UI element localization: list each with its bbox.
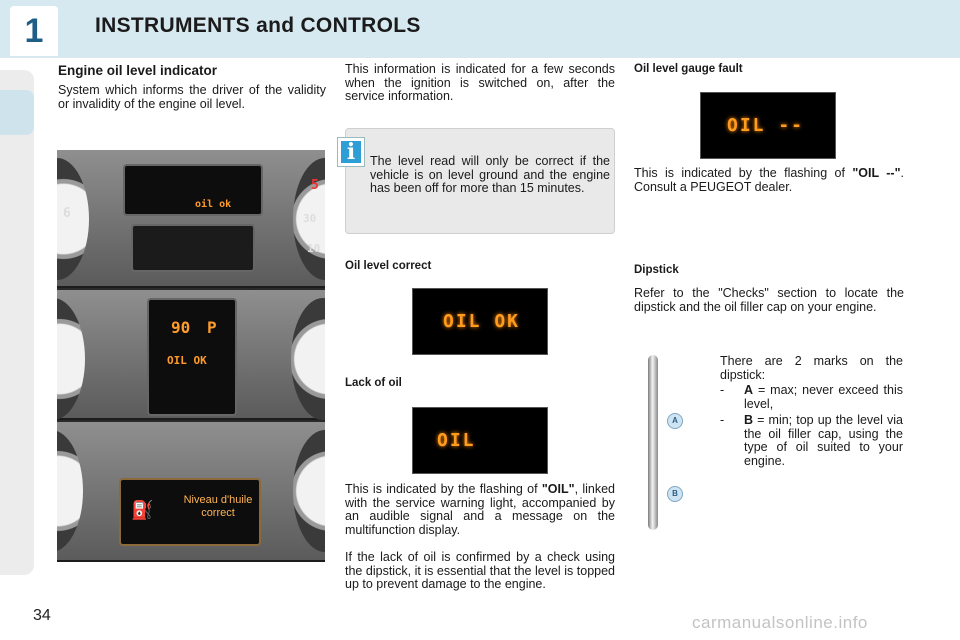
gauge-number: 6 [63, 206, 71, 221]
list-dash: - [720, 413, 725, 427]
dipstick-illustration [640, 355, 720, 533]
info-icon: i [338, 138, 364, 166]
dipstick-mark-a: A [667, 413, 683, 429]
oil-fault-display-text: OIL -- [727, 115, 805, 136]
lack-of-oil-heading: Lack of oil [345, 377, 402, 389]
photo-display-text: oil ok [195, 199, 232, 210]
dipstick-marks-intro: There are 2 marks on the dipstick: [720, 354, 903, 382]
gauge-number: 10 [307, 242, 321, 255]
info-note-text: The level read will only be correct if the vehicle is on level ground and the engine has been off for more than 15 minutes. [370, 154, 610, 195]
section-heading-indicator: Engine oil level indicator [58, 63, 218, 78]
lack-text-emphasis: "OIL" [541, 482, 575, 496]
mark-a-item [744, 384, 903, 411]
mark-b-letter: B [744, 413, 754, 427]
page-number: 34 [33, 607, 51, 624]
photo-gear: P [207, 318, 217, 337]
fault-text-part: . Consult a PEUGEOT dealer. [634, 166, 904, 194]
dipstick-heading: Dipstick [634, 264, 679, 276]
photo-oil-status: OIL OK [167, 354, 207, 367]
mark-a-letter: A [744, 383, 754, 397]
photo-panel-middle [57, 290, 325, 420]
left-rail-marker [0, 90, 34, 135]
photo-message-line1: Niveau d'huile [183, 494, 253, 506]
fault-text-part: This is indicated by the flashing of [634, 166, 853, 180]
oil-ok-display [412, 288, 548, 355]
gauge-left [57, 430, 83, 552]
photo-message [175, 494, 261, 520]
gauge-number: 30 [303, 212, 317, 225]
indicator-intro: System which informs the driver of the validity or invalidity of the engine oil level. [58, 83, 326, 111]
oil-low-display-text: OIL [437, 430, 476, 451]
gauge-right [291, 298, 325, 420]
oil-can-icon: ⛽ [131, 500, 154, 521]
list-dash: - [720, 383, 725, 397]
photo-display-top [123, 164, 263, 216]
display-intro: This information is indicated for a few seconds when the ignition is switched on, after the service information. [345, 62, 615, 103]
lack-text-part: , linked with the service warning light, accompanied by an audible signal and a message on the multifunction display. [345, 482, 615, 537]
mark-b-item [744, 414, 903, 468]
lack-of-oil-check-text: If the lack of oil is confirmed by a check using the dipstick, it is essential that the level is topped up to prevent damage to the engine. [345, 550, 615, 591]
photo-display-middle [147, 298, 237, 416]
gauge-right [293, 430, 325, 552]
photo-message-line2: correct [201, 507, 235, 519]
gauge-left [57, 298, 85, 420]
photo-speed: 90 [171, 318, 191, 337]
dipstick-mark-b: B [667, 486, 683, 502]
oil-fault-display [700, 92, 836, 159]
fault-text-emphasis: "OIL --" [852, 166, 901, 180]
dipstick-text: Refer to the "Checks" section to locate the dipstick and the oil filler cap on your engine. [634, 286, 904, 314]
gauge-left [57, 158, 89, 280]
photo-display-inactive [131, 224, 255, 272]
lack-text-part: This is indicated by the flashing of [345, 482, 542, 496]
dipstick-rod [648, 355, 658, 530]
watermark: carmanualsonline.info [692, 613, 868, 632]
gauge-number: 5 [311, 178, 319, 193]
mark-a-text: = max; never exceed this level, [744, 383, 903, 411]
instrument-panel-photo [57, 150, 325, 562]
lack-of-oil-text [345, 483, 615, 537]
photo-panel-top [57, 150, 325, 288]
chapter-number: 1 [10, 6, 58, 56]
photo-panel-bottom [57, 422, 325, 562]
left-rail [0, 70, 34, 575]
photo-display-bottom [119, 478, 261, 546]
gauge-fault-text [634, 167, 904, 194]
oil-ok-display-text: OIL OK [443, 311, 521, 332]
page-title: INSTRUMENTS and CONTROLS [95, 14, 421, 37]
gauge-fault-heading: Oil level gauge fault [634, 63, 743, 75]
oil-low-display [412, 407, 548, 474]
mark-b-text: = min; top up the level via the oil filler cap, using the type of oil suited to your engine. [744, 413, 903, 468]
oil-correct-heading: Oil level correct [345, 260, 432, 272]
